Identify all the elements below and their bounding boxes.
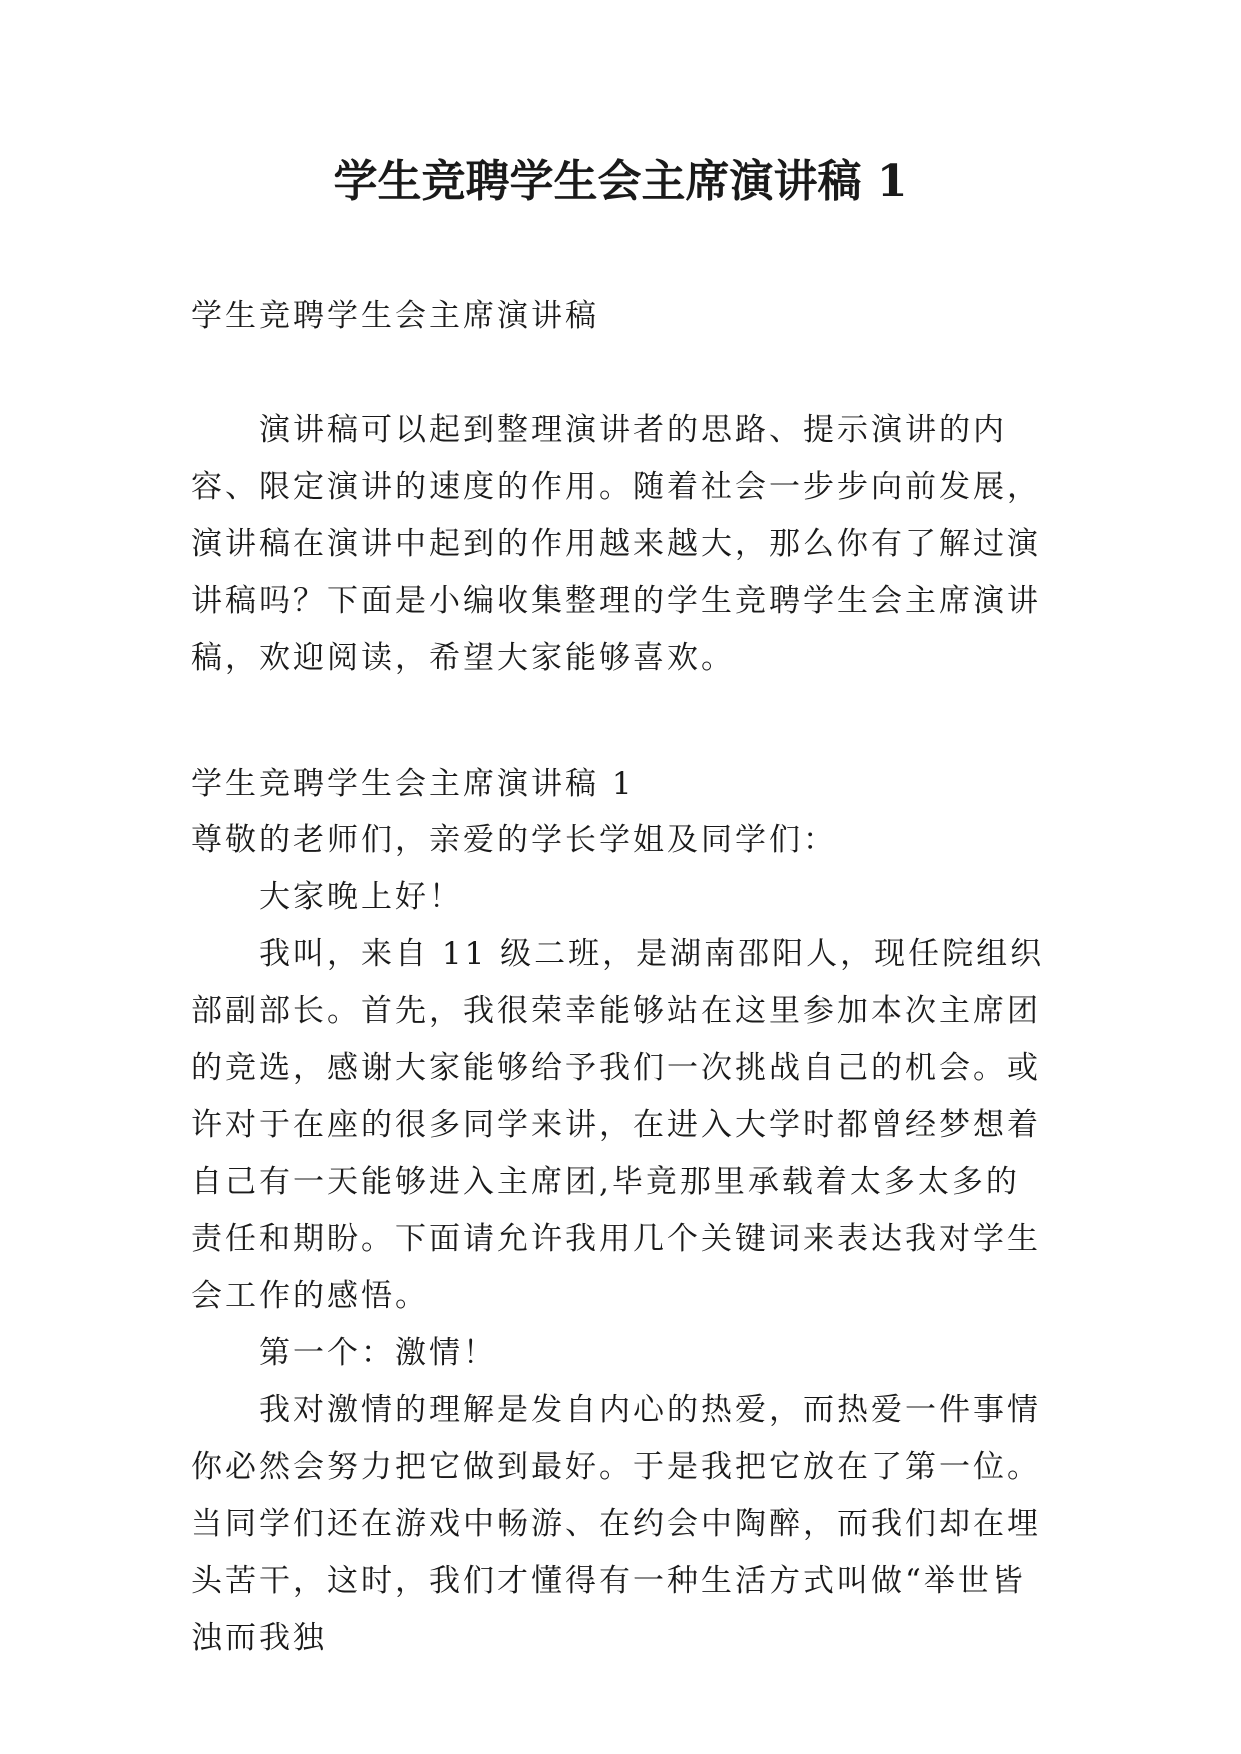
speech-paragraph-2: 我对激情的理解是发自内心的热爱，而热爱一件事情你必然会努力把它做到最好。于是我把它放在了第一位。当同学们还在游戏中畅游、在约会中陶醉，而我们却在埋头苦干，这时，我们才懂得有一种生活方式叫做“举世皆浊而我独 [191, 1392, 1041, 1656]
section-title: 学生竞聘学生会主席演讲稿 1 [191, 766, 635, 802]
speech-body [191, 812, 1053, 1667]
document-subtitle: 学生竞聘学生会主席演讲稿 [191, 298, 599, 334]
salutation: 尊敬的老师们，亲爱的学长学姐及同学们： [191, 822, 837, 858]
intro-paragraph: 演讲稿可以起到整理演讲者的思路、提示演讲的内容、限定演讲的速度的作用。随着社会一步步向前发展，演讲稿在演讲中起到的作用越来越大，那么你有了解过演讲稿吗？下面是小编收集整理的学生竞聘学生会主席演讲稿，欢迎阅读，希望大家能够喜欢。 [191, 412, 1041, 676]
speech-paragraph-1: 我叫，来自 11 级二班，是湖南邵阳人，现任院组织部副部长。首先，我很荣幸能够站在这里参加本次主席团的竞选，感谢大家能够给予我们一次挑战自己的机会。或许对于在座的很多同学来讲，在进入大学时都曾经梦想着自己有一天能够进入主席团,毕竟那里承载着太多太多的责任和期盼。下面请允许我用几个关键词来表达我对学生会工作的感悟。 [191, 936, 1045, 1314]
keyword-heading-1: 第一个：激情！ [259, 1335, 497, 1371]
document-title: 学生竞聘学生会主席演讲稿 1 [333, 156, 908, 207]
greeting: 大家晚上好！ [259, 879, 463, 915]
